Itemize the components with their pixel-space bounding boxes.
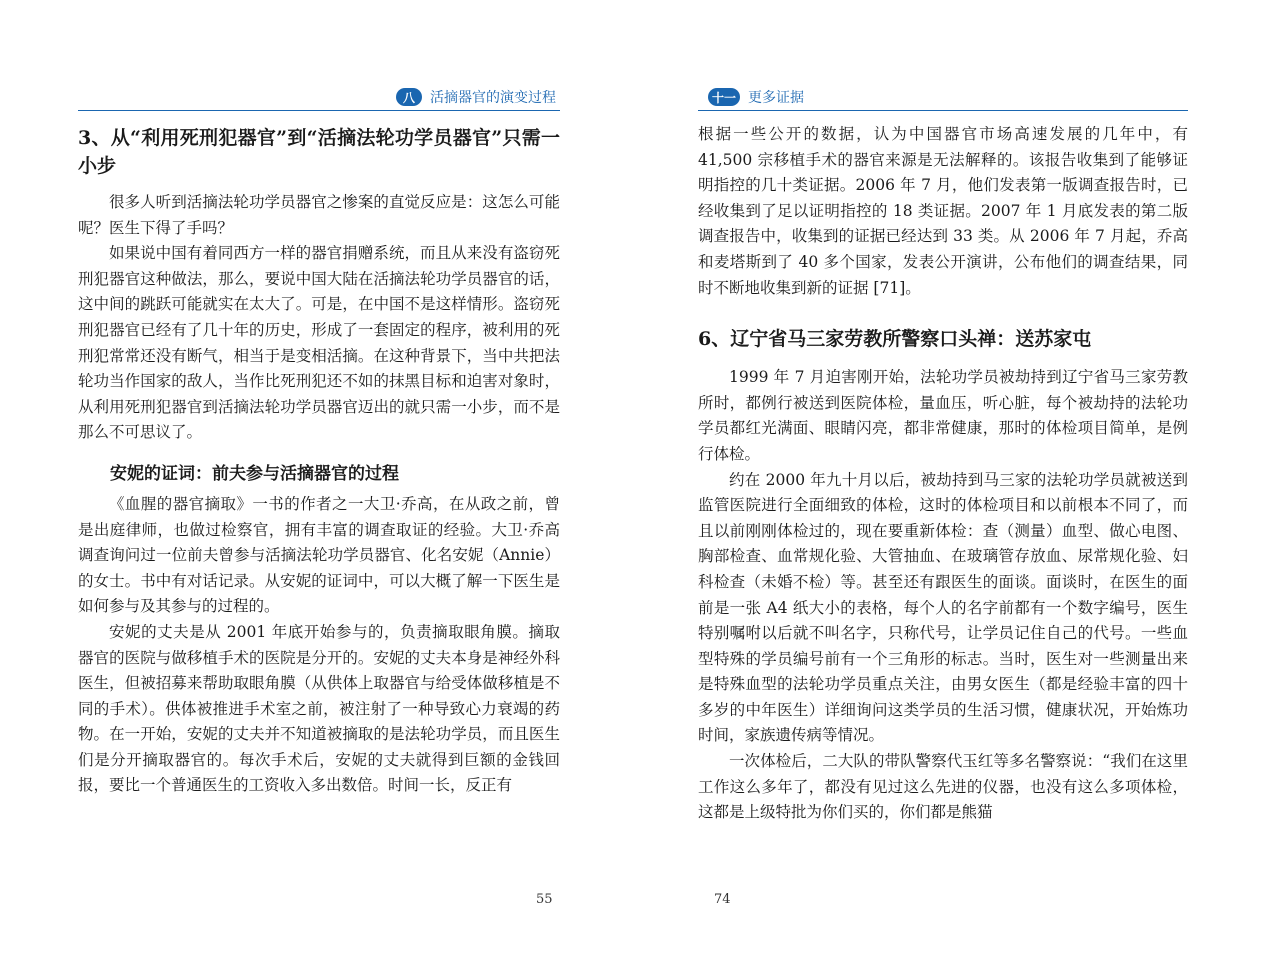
paragraph: 约在 2000 年九十月以后，被劫持到马三家的法轮功学员就被送到监管医院进行全面细致的体检，这时的体检项目和以前根本不同了，而且以前刚刚体检过的，现在要重新体检：查（测量）血型、做心电图、胸部检查、血常规化验、大管抽血、在玻璃管存放血、尿常规化验、妇科检查（未婚不检）等。甚至还有跟医生的面谈。面谈时，在医生的面前是一张 A4 纸大小的表格，每个人的名字前都有一个数字编号，医生特别嘱咐以后就不叫名字，只称代号，让学员记住自己的代号。一些血型特殊的学员编号前有一个三角形的标志。当时，医生对一些测量出来是特殊血型的法轮功学员重点关注，由男女医生（都是经验丰富的四十多岁的中年医生）详细询问这类学员的生活习惯，健康状况，开始炼功时间，家族遗传病等情况。 [698, 470, 1188, 745]
paragraph: 《血腥的器官摘取》一书的作者之一大卫·乔高，在从政之前，曾是出庭律师，也做过检察官，拥有丰富的调查取证的经验。大卫·乔高调查询问过一位前夫曾参与活摘法轮功学员器官、化名安妮（Annie）的女士。书中有对话记录。从安妮的证词中，可以大概了解一下医生是如何参与及其参与的过程的。 [78, 494, 560, 616]
section-title-3: 3、从“利用死刑犯器官”到“活摘法轮功学员器官”只需一小步 [78, 127, 560, 177]
paragraph: 如果说中国有着同西方一样的器官捐赠系统，而且从来没有盗窃死刑犯器官这种做法，那么，要说中国大陆在活摘法轮功学员器官的话，这中间的跳跃可能就实在太大了。可是，在中国不是这样情形。盗窃死刑犯器官已经有了几十年的历史，形成了一套固定的程序，被利用的死刑犯常常还没有断气，相当于是变相活摘。在这种背景下，当中共把法轮功当作国家的敌人，当作比死刑犯还不如的抹黑目标和迫害对象时，从利用死刑犯器官到活摘法轮功学员器官迈出的就只需一小步，而不是那么不可思议了。 [78, 244, 560, 442]
running-head-right [708, 84, 804, 110]
left-body [78, 124, 560, 799]
page-number-left: 55 [536, 892, 553, 907]
left-page [78, 0, 560, 978]
paragraph: 很多人听到活摘法轮功学员器官之惨案的直觉反应是：这怎么可能呢？医生下得了手吗？ [78, 193, 560, 237]
chapter-badge-right: 十一 [708, 88, 740, 106]
header-rule-left [78, 110, 560, 111]
paragraph: 安妮的丈夫是从 2001 年底开始参与的，负责摘取眼角膜。摘取器官的医院与做移植手术的医院是分开的。安妮的丈夫本身是神经外科医生，但被招募来帮助取眼角膜（从供体上取器官与给受体做移植是不同的手术）。供体被推进手术室之前，被注射了一种导致心力衰竭的药物。在一开始，安妮的丈夫并不知道被摘取的是法轮功学员，而且医生们是分开摘取器官的。每次手术后，安妮的丈夫就得到巨额的金钱回报，要比一个普通医生的工资收入多出数倍。时间一长，反正有 [78, 622, 560, 795]
header-rule-right [698, 110, 1188, 111]
running-head-left [396, 84, 556, 110]
paragraph-continued: 根据一些公开的数据，认为中国器官市场高速发展的几年中，有 41,500 宗移植手术的器官来源是无法解释的。该报告收集到了能够证明指控的几十类证据。2006 年 7 月，他们发表第一版调查报告时，已经收集到了足以证明指控的 18 类证据。2007 年 1 月底发表的第二版调查报告中，收集到的证据已经达到 33 类。从 2006 年 7 月起，乔高和麦塔斯到了 40 多个国家，发表公开演讲，公布他们的调查结果，同时不断地收集到新的证据 [71]。 [698, 125, 1188, 297]
paragraph: 一次体检后，二大队的带队警察代玉红等多名警察说：“我们在这里工作这么多年了，都没有见过这么先进的仪器，也没有这么多项体检，这都是上级特批为你们买的，你们都是熊猫 [698, 752, 1188, 822]
paragraph: 1999 年 7 月迫害刚开始，法轮功学员被劫持到辽宁省马三家劳教所时，都例行被送到医院体检，量血压，听心脏，每个被劫持的法轮功学员都红光满面、眼睛闪亮，都非常健康，那时的体检项目简单，是例行体检。 [698, 368, 1188, 463]
section-title-6: 6、辽宁省马三家劳教所警察口头禅：送苏家屯 [698, 328, 1092, 351]
chapter-title-right: 更多证据 [748, 90, 805, 106]
page-number-right: 74 [714, 892, 731, 907]
right-page [698, 0, 1188, 978]
right-body [698, 122, 1188, 826]
subsection-title-annie: 安妮的证词：前夫参与活摘器官的过程 [110, 463, 399, 484]
chapter-title-left: 活摘器官的演变过程 [430, 90, 556, 106]
chapter-badge-left: 八 [396, 88, 422, 106]
